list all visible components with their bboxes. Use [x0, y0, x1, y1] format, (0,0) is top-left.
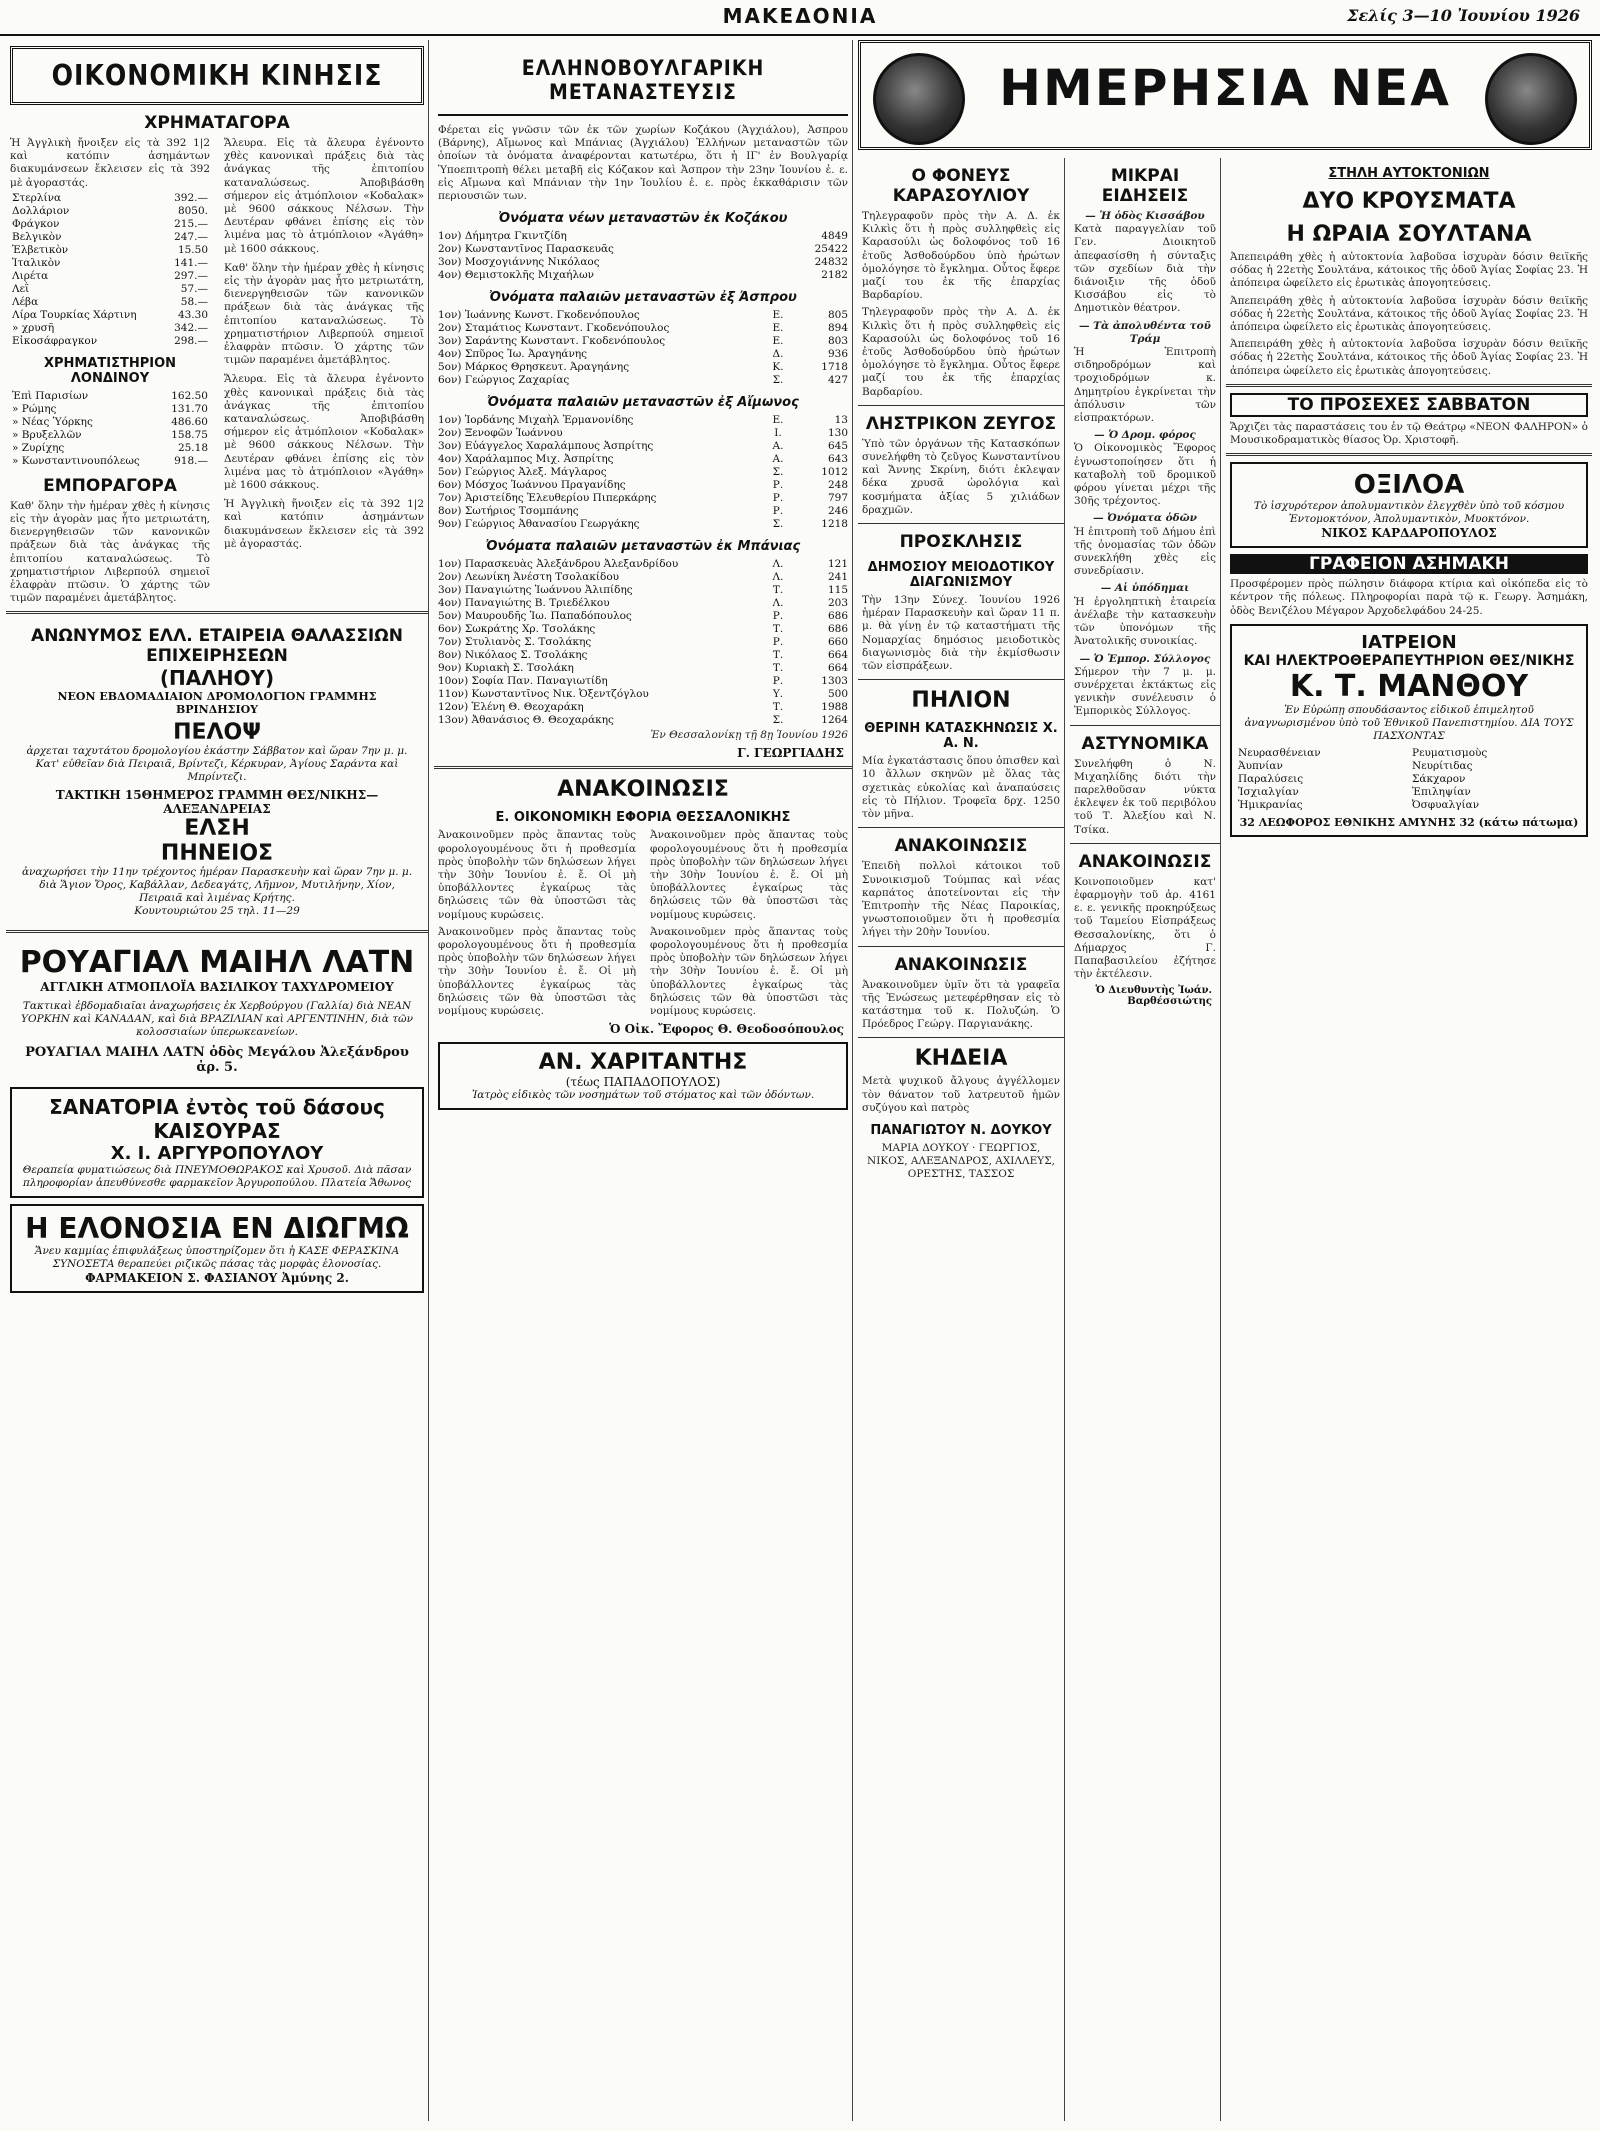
clinic-list-item: Νευρίτιδας: [1412, 759, 1473, 772]
rate-row: Λίρα Τουρκίας Χάρτινη 43.30: [12, 308, 208, 321]
migrant-row: 5ον) Μαυρουδῆς Ἰω. Παπαδόπουλος Ρ. 686: [438, 610, 848, 623]
migrant-row: 6ον) Σωκράτης Χρ. Τσολάκης Τ. 686: [438, 623, 848, 636]
column-daily-news: [858, 158, 1065, 2121]
sanatorium-title: ΣΑΝΑΤΟΡΙΑ ἐντὸς τοῦ δάσους ΚΑΙΣΟΥΡΑΣ: [49, 1095, 385, 1144]
emporagora-text-2: Καθ' ὅλην τὴν ἡμέραν χθὲς ἡ κίνησις εἰς τὴν ἀγορὰν μας ἦτο μετριωτάτη, διενεργηθεισῶν τῶν κανονικῶν πράξεων διὰ τὰς ἀνάγκας τῆς ἐπιτοπίου καταναλώσεως. Τὸ χρηματιστήριον Λιβερπούλ σημειοῖ ἐλαφρὰν πτῶσιν. Ὁ χάρτης τῶν τιμῶν παραμένει ἀμετάβλητος.: [224, 261, 424, 367]
ad-text: Ἰατρὸς εἰδικὸς τῶν νοσημάτων τοῦ στόματος καὶ τῶν ὀδόντων.: [471, 1089, 815, 1102]
clinic-ad: [1230, 624, 1588, 837]
migrant-row: 7ον) Ἀριστείδης Ἐλευθερίου Πιπερκάρης Ρ. 797: [438, 492, 848, 505]
oxiloa-title: ΟΞΙΛΟΑ: [1353, 470, 1465, 501]
migration-header: ΕΛΛΗΝΟΒΟΥΛΓΑΡΙΚΗ ΜΕΤΑΝΑΣΤΕΥΣΙΣ: [438, 46, 848, 116]
migrant-row: 3ον) Παναγιώτης Ἰωάννου Ἀλιπίδης Τ. 115: [438, 584, 848, 597]
migrant-row: 4ον) Σπῦρος Ἰω. Ἀραγηάνης Δ. 936: [438, 348, 848, 361]
short-news-list: [1070, 210, 1220, 719]
london-heading: ΧΡΗΜΑΤΙΣΤΗΡΙΟΝ ΛΟΝΔΙΝΟΥ: [43, 355, 177, 386]
signature-place: Ἐν Θεσσαλονίκῃ τῇ 8ῃ Ἰουνίου 1926: [650, 729, 848, 742]
table4: [438, 558, 848, 727]
news-heading-7: ΚΗΔΕΙΑ: [914, 1046, 1008, 1072]
clinic-title: ΙΑΤΡΕΙΟΝ: [1361, 631, 1457, 653]
office-text: Προσφέρομεν πρὸς πώλησιν διάφορα κτίρια καὶ οἰκόπεδα εἰς τὸ κέντρον τῆς πόλεως. Πληροφορίαι παρὰ τῷ κ. Γεωργ. Ἀσημάκη, ὁδὸς Βενιζέλου Μέγαρον Ἀρχοδελφάδου 24-25.: [1230, 578, 1588, 617]
migrant-row: 5ον) Μάρκος Θρησκευτ. Ἀραγηάνης Κ. 1718: [438, 361, 848, 374]
column-short-news: [1070, 158, 1221, 2121]
news-text-1: Τηλεγραφοῦν πρὸς τὴν Α. Δ. ἐκ Κιλκὶς ὅτι ἡ πρὸς συλληφθεὶς εἰς Καρασούλι ὡς δολοφόνος τοῦ 16 ἐτοῦς Ἀσθοδούρδου ὑπὸ ἠρώτων ὁμολόγησε τὸ ἔγκλημα. Οὗτος ἔφερε μαζί του ἐκ τῆς ἐπαρχίας Βαρδαρίου.: [862, 210, 1060, 302]
oxiloa-text: Τὸ ἰσχυρότερον ἀπολυμαντικὸν ἐλεγχθὲν ὑπὸ τοῦ κόσμου Ἐντομοκτόνον, Ἀπολυμαντικὸν, Μυοκτόνον.: [1253, 500, 1565, 526]
london-rate-row: Ἐπὶ Παρισίων 162.50: [12, 389, 208, 402]
police-text: Συνελήφθη ὁ Ν. Μιχαηλίδης διότι τὴν παρελθοῦσαν νύκτα ἐκλεψεν ἐκ τοῦ περιβόλου τοῦ Τ. Ἀλεξίου καὶ Ν. Τσίκα.: [1074, 757, 1216, 836]
migrant-row: 4ον) Χαράλαμπος Μιχ. Ἀσπρίτης Α. 643: [438, 453, 848, 466]
police-heading: ΑΣΤΥΝΟΜΙΚΑ: [1081, 733, 1209, 754]
rates-list: [12, 192, 208, 348]
emporagora-text: Καθ' ὅλην τὴν ἡμέραν χθὲς ἡ κίνησις εἰς τὴν ἀγορὰν μας ἦτο μετριωτάτη, διενεργηθεισῶν τῶν κανονικῶν πράξεων διὰ τὰς ἀνάγκας τῆς ἐπιτοπίου καταναλώσεως. Τὸ χρηματιστήριον Λιβερπούλ σημειοῖ ἐλαφρὰν πτῶσιν. Ὁ χάρτης τῶν τιμῶν παραμένει ἀμετάβλητος.: [10, 499, 210, 605]
table2: [438, 309, 848, 387]
clinic-subtitle: ΚΑΙ ΗΛΕΚΤΡΟΘΕΡΑΠΕΥΤΗΡΙΟΝ ΘΕΣ/ΝΙΚΗΣ: [1243, 652, 1575, 669]
economic-header: ΟΙΚΟΝΟΜΙΚΗ ΚΙΝΗΣΙΣ: [10, 46, 424, 105]
migrant-row: 11ον) Κωνσταντῖνος Νικ. Ὀξεντζόγλου Υ. 500: [438, 688, 848, 701]
short-news-text: Σήμερον τὴν 7 μ. μ. συνέρχεται ἐκτάκτως εἰς γενικὴν συνέλευσιν ὁ Ἐμπορικὸς Σύλλογος.: [1074, 665, 1216, 718]
clinic-doctor: Κ. Τ. ΜΑΝΘΟΥ: [1289, 668, 1529, 704]
migrant-row: 8ον) Νικόλαος Σ. Τσολάκης Τ. 664: [438, 649, 848, 662]
elonosia-ad: [10, 1204, 424, 1293]
news-heading-2: ΛΗΣΤΡΙΚΟΝ ΖΕΥΓΟΣ: [865, 413, 1057, 434]
clinic-list-item: Ἡμικρανίας: [1238, 798, 1303, 811]
clinic-list-item: Ἰσχιαλγίαν: [1238, 785, 1299, 798]
clinic-text: Ἐν Εὐρώπῃ σπουδάσαντος εἰδικοῦ ἐπιμελητοῦ ἀναγνωρισμένου ὑπὸ τοῦ Ἐθνικοῦ Πανεπιστημίου. ΔΙΑ ΤΟΥΣ ΠΑΣΧΟΝΤΑΣ: [1244, 703, 1574, 742]
oxiloa-ad: [1230, 462, 1588, 548]
migrant-row: 13ον) Ἀθανάσιος Θ. Θεοχαράκης Σ. 1264: [438, 714, 848, 727]
ship-3: ΠΗΝΕΙΟΣ: [160, 841, 274, 867]
royal-title: ΡΟΥΑΓΙΑΛ ΜΑΙΗΛ ΛΑΤΝ: [19, 945, 415, 981]
company-sub: (ΠΑΛΗΟΥ): [159, 666, 275, 691]
ship-1: ΠΕΛΟΨ: [173, 720, 261, 746]
clinic-list-item: Παραλύσεις: [1238, 772, 1304, 785]
agent-address: Κουντουριώτου 25 τηλ. 11—29: [134, 905, 300, 918]
news-text-5: Ἐπειδὴ πολλοὶ κάτοικοι τοῦ Συνοικισμοῦ Τούμπας καὶ νέας καρπάτος ἀποτείνονται εἰς τὴν Ἐπιτροπὴν τῆς Νέας Παροικίας, γνωστοποιοῦμεν ὅτι ἡ προθεσμία λήγει τὴν 20ὴν Ἰουνίου.: [862, 860, 1060, 939]
news-text-1b: Τηλεγραφοῦν πρὸς τὴν Α. Δ. ἐκ Κιλκὶς ὅτι ἡ πρὸς συλληφθεὶς εἰς Καρασούλι ὡς δολοφόνος τοῦ 16 ἐτοῦς Ἀσθοδούρδου ὑπὸ ἠρώτων ὁμολόγησε τὸ ἔγκλημα. Οὗτος ἔφερε μαζί του ἐκ τῆς ἐπαρχίας Βαρδαρίου.: [862, 306, 1060, 398]
saturday-heading: ΤΟ ΠΡΟΣΕΧΕΣ ΣΑΒΒΑΤΟΝ: [1230, 393, 1588, 417]
aleura-text-2: Ἄλευρα. Εἰς τὰ ἄλευρα ἐγένοντο χθὲς κανονικαὶ πράξεις διὰ τὰς ἀνάγκας τῆς ἐπιτοπίου καταναλώσεως. Ἀποβιβάσθη σήμερον εἰς ἀτμόπλοιον «Κοδαλακ» μὲ 9600 σάκκους Νέλσων. Τὴν Δευτέραν φθάνει ἐπίσης εἰς τὸν λιμένα μας τὸ ἀτμόπλοιον «Ἀγάθη» μὲ 1600 σάκκους.: [224, 373, 424, 492]
table3-title: Ὀνόματα παλαιῶν μεταναστῶν ἐξ Αἴμωνος: [487, 395, 799, 411]
short-news-title: — Τὰ ἀπολυθέντα τοῦ Τράμ: [1079, 319, 1211, 345]
suicide-column-label: ΣΤΗΛΗ ΑΥΤΟΚΤΟΝΙΩΝ: [1328, 166, 1490, 181]
short-news-text: Ἡ ἐπιτροπὴ τοῦ Δήμου ἐπὶ τῆς ὀνομασίας τῶν ὁδῶν συνεκλήθη χθὲς εἰς συνεδρίασιν.: [1074, 525, 1216, 578]
london-rate-row: » Βρυξελλῶν 158.75: [12, 428, 208, 441]
announcement-text: Κοινοποιοῦμεν κατ' ἐφαρμογὴν τοῦ ἀρ. 4161 ε. ε. γενικῆς προκηρύξεως τοῦ Ταμείου Εἰσπράξεως Θεσσαλονίκης, ὅτι ὁ Δήμαρχος Γ. Παπαβασιλείου ἐζήτησε τὴν ἐκτέλεσιν.: [1074, 875, 1216, 981]
news-text-2: Ὑπὸ τῶν ὀργάνων τῆς Κατασκόπων συνελήφθη τὸ ζεῦγος Κωνσταντίνου καὶ Ἄννης Σκρίνη, διότι ἐκλεψαν δέκα χρυσᾶ ὡρολόγια καὶ κοσμήματα ἀξίας 5 χιλιάδων δραχμῶν.: [862, 437, 1060, 516]
daily-news-title: ΗΜΕΡΗΣΙΑ ΝΕΑ: [999, 59, 1451, 117]
london-rate-row: » Κωνσταντινουπόλεως 918.—: [12, 454, 208, 467]
news-heading-4-sub: ΘΕΡΙΝΗ ΚΑΤΑΣΚΗΝΩΣΙΣ Χ. Α. Ν.: [864, 721, 1058, 752]
aleura-text: Ἄλευρα. Εἰς τὰ ἄλευρα ἐγένοντο χθὲς κανονικαὶ πράξεις διὰ τὰς ἀνάγκας τῆς ἐπιτοπίου καταναλώσεως. Ἀποβιβάσθη σήμερον εἰς ἀτμόπλοιον «Κοδαλακ» μὲ 9600 σάκκους Νέλσων. Τὴν Δευτέραν φθάνει ἐπίσης εἰς τὸν λιμένα μας τὸ ἀτμόπλοιον «Ἀγάθη» μὲ 1600 σάκκους.: [224, 137, 424, 255]
rate-row: Ἰταλικὸν 141.—: [12, 256, 208, 269]
family-names: ΜΑΡΙΑ ΔΟΥΚΟΥ · ΓΕΩΡΓΙΟΣ, ΝΙΚΟΣ, ΑΛΕΞΑΝΔΡΟΣ, ΑΧΙΛΛΕΥΣ, ΟΡΕΣΤΗΣ, ΤΑΣΣΟΣ: [867, 1141, 1055, 1181]
sanatorium-ad: [10, 1087, 424, 1198]
elonosia-text: Ἄνευ καμμίας ἐπιφυλάξεως ὑποστηρίζομεν ὅτι ἡ ΚΑΣΕ ΦΕΡΑΣΚΙΝΑ ΣΥΝΟΣΕΤΑ θεραπεύει ριζικῶς πάσας τὰς μορφὰς ἐλονοσίας.: [34, 1245, 400, 1271]
migrant-row: 3ον) Εὐάγγελος Χαραλάμπους Ἀσπρίτης Α. 645: [438, 440, 848, 453]
elonosia-title: Η ΕΛΟΝΟΣΙΑ ΕΝ ΔΙΩΓΜΩ: [25, 1212, 409, 1246]
company-title: ΑΝΩΝΥΜΟΣ ΕΛΛ. ΕΤΑΙΡΕΙΑ ΘΑΛΑΣΣΙΩΝ ΕΠΙΧΕΙΡΗΣΕΩΝ: [31, 626, 403, 667]
royal-text: Τακτικαὶ ἑβδομαδιαῖαι ἀναχωρήσεις ἐκ Χερβούργου (Γαλλία) διὰ ΝΕΑΝ ΥΟΡΚΗΝ καὶ ΚΑΝΑΔΑΝ, καὶ διὰ ΒΡΑΖΙΛΙΑΝ καὶ ΑΡΓΕΝΤΙΝΗΝ, διὰ τῶν κολοσσιαίων ὑπερωκεανείων.: [21, 1000, 413, 1039]
announce-text-2: Ἀνακοινοῦμεν πρὸς ἅπαντας τοὺς φορολογουμένους ὅτι ἡ προθεσμία πρὸς ὑποβολὴν τῶν δηλώσεων λήγει τὴν 30ὴν Ἰουνίου ἐ. ἔ. Οἱ μὴ ὑποβάλλοντες ἐγκαίρως τὰς δηλώσεις τῶν θὰ ὑποστῶσι τὰς νομίμους κυρώσεις.: [650, 829, 848, 921]
shipping-ad: [10, 620, 424, 924]
short-news-title: — Ἡ ὁδὸς Κισσάβου: [1085, 210, 1205, 222]
announcement-signature: Ὁ Διευθυντὴς Ἰωάν. Βαρθέσσιώτης: [1095, 985, 1212, 1008]
saturday-text: Ἄρχιζει τὰς παραστάσεις του ἐν τῷ Θεάτρῳ «ΝΕΟΝ ΦΑΛΗΡΟΝ» ὁ Μουσικοδραματικὸς θίασος Ὀρ. Χριστοφῆ.: [1230, 420, 1588, 447]
news-heading-1: Ο ΦΟΝΕΥΣ ΚΑΡΑΣΟΥΛΙΟΥ: [892, 166, 1030, 206]
rate-row: Φράγκον 215.—: [12, 217, 208, 230]
migrant-row: 12ον) Ἑλένη Θ. Θεοχαράκη Τ. 1988: [438, 701, 848, 714]
london-rate-row: » Ζυρίχης 25.18: [12, 441, 208, 454]
migrant-row: 1ον) Δήμητρα Γκιντζίδη 4849: [438, 230, 848, 243]
announce-text-3: Ἀνακοινοῦμεν πρὸς ἅπαντας τοὺς φορολογουμένους ὅτι ἡ προθεσμία πρὸς ὑποβολὴν τῶν δηλώσεων λήγει τὴν 30ὴν Ἰουνίου ἐ. ἔ. Οἱ μὴ ὑποβάλλοντες ἐγκαίρως τὰς δηλώσεις τῶν θὰ ὑποστῶσι τὰς νομίμους κυρώσεις.: [438, 925, 636, 1018]
announce-sub: Ε. ΟΙΚΟΝΟΜΙΚΗ ΕΦΟΡΙΑ ΘΕΣΣΑΛΟΝΙΚΗΣ: [495, 810, 791, 826]
newspaper-title: ΜΑΚΕΔΟΝΙΑ: [722, 4, 878, 28]
announce-title: ΑΝΑΚΟΙΝΩΣΙΣ: [557, 777, 729, 803]
migrant-row: 2ον) Κωνσταντῖνος Παρασκευᾶς 25422: [438, 243, 848, 256]
short-news-heading: ΜΙΚΡΑΙ ΕΙΔΗΣΕΙΣ: [1101, 166, 1189, 206]
migrant-row: 1ον) Παρασκευὰς Ἀλεξάνδρου Ἀλεξανδρίδου Λ. 121: [438, 558, 848, 571]
migrant-row: 9ον) Κυριακὴ Σ. Τσολάκη Τ. 664: [438, 662, 848, 675]
issue-date: Σελίς 3—10 Ἰουνίου 1926: [1347, 6, 1580, 25]
column-economic: [6, 40, 429, 2121]
announcement-heading: ΑΝΑΚΟΙΝΩΣΙΣ: [1078, 851, 1212, 872]
column-migration: [434, 40, 853, 2121]
rate-row: Δολλάριον 8050.: [12, 204, 208, 217]
chrimatagora-intro-2: Ἡ Ἀγγλικὴ ἤνοιξεν εἰς τὰ 392 1|2 καὶ κατόπιν ἀσημάντων διακυμάνσεων ἔκλεισεν εἰς τὰ 392 μὲ ἀγοραστάς.: [224, 498, 424, 550]
rate-row: » χρυσῆ 342.—: [12, 321, 208, 334]
column-right: [1226, 158, 1592, 2121]
elonosia-footer: ΦΑΡΜΑΚΕΙΟΝ Σ. ΦΑΣΙΑΝΟΥ Ἀμύνης 2.: [85, 1271, 349, 1286]
clinic-address: 32 ΛΕΩΦΟΡΟΣ ΕΘΝΙΚΗΣ ΑΜΥΝΗΣ 32 (κάτω πάτωμα): [1239, 815, 1579, 829]
masthead: [0, 0, 1600, 36]
migrant-row: 2ον) Ξενοφῶν Ἰωάννου Ι. 130: [438, 427, 848, 440]
coin-portrait-right-icon: [1485, 53, 1577, 145]
sanatorium-doctor: Χ. Ι. ΑΡΓΥΡΟΠΟΥΛΟΥ: [110, 1143, 324, 1165]
news-text-4: Μία ἐγκατάστασις ὅπου ὀπισθεν καὶ 10 ἄλλων σκηνῶν μὲ ὅλας τὰς σχετικὰς εὐκολίας καὶ ἀναπαύσεις εἰς τὸ Πήλιον. Τροφεῖα δρχ. 1250 τὸν μῆνα.: [862, 755, 1060, 821]
daily-news-header: [858, 40, 1592, 150]
clinic-list-item: Ὀσφυαλγίαν: [1412, 798, 1480, 811]
news-heading-5: ΑΝΑΚΟΙΝΩΣΙΣ: [894, 836, 1028, 857]
rate-row: Λιρέτα 297.—: [12, 269, 208, 282]
news-heading-6: ΑΝΑΚΟΙΝΩΣΙΣ: [894, 954, 1028, 975]
announce-footer: Ὁ Οἰκ. Ἔφορος Θ. Θεοδοσόπουλος: [609, 1022, 844, 1037]
rate-row: Λέβα 58.—: [12, 295, 208, 308]
clinic-list-left: [1238, 747, 1406, 812]
suicide-text: Ἀπεπειράθη χθὲς ἡ αὐτοκτονία λαβοῦσα ἰσχυρὰν δόσιν θειϊκῆς σόδας ἡ 22ετὴς Σουλτάνα, κάτοικος τῆς ὁδοῦ Ἁγίας Σοφίας 23. Ἡ ἀπόπειρα ὠφείλετο εἰς ἐρωτικὰς ἀπογοητεύσεις.: [1230, 251, 1588, 290]
announce-text-4: Ἀνακοινοῦμεν πρὸς ἅπαντας τοὺς φορολογουμένους ὅτι ἡ προθεσμία πρὸς ὑποβολὴν τῶν δηλώσεων λήγει τὴν 30ὴν Ἰουνίου ἐ. ἔ. Οἱ μὴ ὑποβάλλοντες ἐγκαίρως τὰς δηλώσεις τῶν θὰ ὑποστῶσι τὰς νομίμους κυρώσεις.: [650, 925, 848, 1018]
table4-title: Ὀνόματα παλαιῶν μεταναστῶν ἐκ Μπάνιας: [485, 539, 801, 555]
london-list: [12, 390, 208, 468]
short-news-text: Ἡ ἐργοληπτικὴ ἑταιρεία ἀνέλαβε τὴν κατασκευὴν τῶν ὑπονόμων τῆς Ἀνατολικῆς συνοικίας.: [1074, 595, 1216, 648]
migrant-row: 6ον) Μόσχος Ἰωάννου Πραγανίδης Ρ. 248: [438, 479, 848, 492]
ship-1-text: ἀρχεται ταχυτάτου δρομολογίου ἑκάστην Σάββατον καὶ ὥραν 7ην μ. μ. Κατ' εὐθεῖαν διὰ Πειραιᾶ, Βρίντεζι, Κέρκυραν, Ἀγίους Σαράντα καὶ Μπρίντεζι.: [26, 745, 408, 784]
announce-text: Ἀνακοινοῦμεν πρὸς ἅπαντας τοὺς φορολογουμένους ὅτι ἡ προθεσμία πρὸς ὑποβολὴν τῶν δηλώσεων λήγει τὴν 30ὴν Ἰουνίου ἐ. ἔ. Οἱ μὴ ὑποβάλλοντες ἐγκαίρως τὰς δηλώσεις τῶν θὰ ὑποστῶσι τὰς νομίμους κυρώσεις.: [438, 829, 636, 921]
news-heading-3: ΠΡΟΣΚΛΗΣΙΣ: [899, 532, 1023, 553]
royal-mail-ad: [10, 939, 424, 1081]
suicide-text-3: Ἀπεπειράθη χθὲς ἡ αὐτοκτονία λαβοῦσα ἰσχυρὰν δόσιν θειϊκῆς σόδας ἡ 22ετὴς Σουλτάνα, κάτοικος τῆς ὁδοῦ Ἁγίας Σοφίας 23. Ἡ ἀπόπειρα ὠφείλετο εἰς ἐρωτικὰς ἀπογοητεύσεις.: [1230, 338, 1588, 377]
chrimatagora-intro: Ἡ Ἀγγλικὴ ἤνοιξεν εἰς τὰ 392 1|2 καὶ κατόπιν ἀσημάντων διακυμάνσεων ἔκλεισεν εἰς τὰ 392 μὲ ἀγοραστάς.: [10, 137, 210, 189]
rate-row: Στερλίνα 392.—: [12, 191, 208, 204]
migration-intro: Φέρεται εἰς γνῶσιν τῶν ἐκ τῶν χωρίων Κοζάκου (Ἀγχιάλου), Ἀσπρου (Βάρνης), Αἴμωνος καὶ Μπάνιας (Ἀγχιάλου) Ἑλλήνων μεταναστῶν τῶν ὁποίων τὰ ὀνόματα ἀναφέρονται κατωτέρω, ὅτι ἡ ΙΓ' ἐν Βουλγαρίᾳ Ὑποεπιτροπὴ θέλει μεταβῆ εἰς Κόζακον καὶ Ἀσπρον τὴν 23ην Ἰουνίου ἐ. ε. εἰς Αἴμωνα καὶ Μπάνιαν τὴν 1ην Ἰουλίου ἐ. ε. πρὸς ἐκκαθάρισιν τῶν περιουσιῶν των.: [438, 124, 848, 203]
coin-portrait-left-icon: [873, 53, 965, 145]
rate-row: Ἑλβετικὸν 15.50: [12, 243, 208, 256]
migrant-row: 4ον) Παναγιώτης Β. Τριεδέλκου Λ. 203: [438, 597, 848, 610]
migrant-row: 1ον) Ἰορδάνης Μιχαὴλ Ἐρμανονίδης Ε. 13: [438, 414, 848, 427]
ad-sub: (τέως ΠΑΠΑΔΟΠΟΥΛΟΣ): [565, 1075, 721, 1090]
company-line: ΝΕΟΝ ΕΒΔΟΜΑΔΙΑΙΟΝ ΔΡΟΜΟΛΟΓΙΟΝ ΓΡΑΜΜΗΣ ΒΡΙΝΔΗΣΙΟΥ: [57, 690, 377, 717]
oxiloa-signature: ΝΙΚΟΣ ΚΑΡΔΑΡΟΠΟΥΛΟΣ: [1321, 526, 1497, 541]
table3: [438, 414, 848, 531]
clinic-list-item: Ρευματισμοὺς: [1412, 746, 1488, 759]
suicide-heading: ΔΥΟ ΚΡΟΥΣΜΑΤΑ: [1302, 189, 1516, 214]
royal-contact: ΡΟΥΑΓΙΑΛ ΜΑΙΗΛ ΛΑΤΝ ὁδὸς Μεγάλου Ἀλεξάνδρου ἀρ. 5.: [25, 1045, 409, 1076]
news-heading-3-sub: ΔΗΜΟΣΙΟΥ ΜΕΙΟΔΟΤΙΚΟΥ ΔΙΑΓΩΝΙΣΜΟΥ: [867, 560, 1055, 591]
news-text-7: Μετὰ ψυχικοῦ ἄλγους ἀγγέλλομεν τὸν θάνατον τοῦ λατρευτοῦ ἡμῶν συζύγου καὶ πατρὸς: [862, 1075, 1060, 1114]
migrant-row: 5ον) Γεώργιος Ἀλεξ. Μάγλαρος Σ. 1012: [438, 466, 848, 479]
signature-name: Γ. ΓΕΩΡΓΙΑΔΗΣ: [737, 746, 844, 761]
clinic-list-right: [1412, 747, 1580, 812]
short-news-title: — Ὀνόματα ὁδῶν: [1093, 512, 1197, 525]
short-news-title: — Αἱ ὑπόδημαι: [1100, 582, 1190, 595]
migrant-row: 3ον) Μοσχογιάννης Νικόλαος 24832: [438, 256, 848, 269]
ad-name: ΑΝ. ΧΑΡΙΤΑΝΤΗΣ: [538, 1050, 748, 1076]
ship-3-text: ἀναχωρήσει τὴν 11ην τρέχοντος ἡμέραν Παρασκευὴν καὶ ὥραν 7ην μ. μ. διὰ Ἅγιον Ὄρος, Καβάλλαν, Δεδεαγάτς, Λῆμνον, Μυτιλήνην, Χίον, Πειραιᾶ καὶ λιμένας Κρήτης.: [21, 866, 413, 905]
rate-row: Λεῒ 57.—: [12, 282, 208, 295]
rate-row: Βελγικὸν 247.—: [12, 230, 208, 243]
migrant-row: 9ον) Γεώργιος Ἀθανασίου Γεωργάκης Σ. 1218: [438, 518, 848, 531]
suicide-subheading: Η ΩΡΑΙΑ ΣΟΥΛΤΑΝΑ: [1286, 222, 1532, 247]
emporagora-heading: ΕΜΠΟΡΑΓΟΡΑ: [43, 475, 177, 496]
clinic-list-item: Ἐπιληψίαν: [1412, 785, 1471, 798]
table2-title: Ὀνόματα παλαιῶν μεταναστῶν ἐξ Ἀσπρου: [489, 290, 797, 306]
london-rate-row: » Νέας Ὑόρκης 486.60: [12, 415, 208, 428]
short-news-title: — Ὁ Δρομ. φόρος: [1094, 429, 1196, 442]
sanatorium-text: Θεραπεία φυματιώσεως διὰ ΠΝΕΥΜΟΘΩΡΑΚΟΣ καὶ Χρυσοῦ. Διὰ πᾶσαν πληροφορίαν ἀπευθύνεσθε φαρμακεῖον Ἀργυροπούλου. Πλατεία Ἄθωνος: [22, 1164, 412, 1190]
rate-row: Εἰκοσάφραγκον 298.—: [12, 334, 208, 347]
migrant-row: 10ον) Σοφία Παν. Παναγιωτίδη Ρ. 1303: [438, 675, 848, 688]
news-text-3: Τὴν 13ην Σύνεχ. Ἰουνίου 1926 ἡμέραν Παρασκευὴν καὶ ὥραν 11 π. μ. θὰ γίνῃ ἐν τῷ καταστήματι τῆς Νομαρχίας δημόσιος μειοδοτικὸς διαγωνισμὸς διὰ τὴν ἐκμίσθωσιν τῶν εἰσπράξεων.: [862, 594, 1060, 673]
short-news-text: Κατὰ παραγγελίαν τοῦ Γεν. Διοικητοῦ ἀπεφασίσθη ἡ σύνταξις τῶν σχεδίων διὰ τὴν διάνοιξιν τῆς ὁδοῦ Κισσάβου εἰς τὸ Δημοτικὸν θέατρον.: [1074, 223, 1216, 315]
migrant-row: 6ον) Γεώργιος Ζαχαρίας Σ. 427: [438, 374, 848, 387]
short-news-text: Ἡ Ἐπιτροπὴ σιδηροδρόμων καὶ τροχιοδρόμων κ. Δημητρίου ἐγκρίνεται τὴν ἀπόλυσιν τῶν εἰσπρακτόρων.: [1074, 346, 1216, 425]
short-news-text: Ὁ Οἰκονομικὸς Ἔφορος ἐγνωστοποίησεν ὅτι ἡ καταβολὴ τοῦ δρομικοῦ φόρου γίνεται μέχρι τῆς 30ῆς τρέχοντος.: [1074, 442, 1216, 508]
clinic-list-item: Νευρασθένειαν: [1238, 746, 1321, 759]
ship-2: ΕΛΣΗ: [184, 816, 250, 842]
short-news-title: — Ὁ Ἐμπορ. Σύλλογος: [1079, 652, 1211, 665]
london-rate-row: » Ρώμης 131.70: [12, 402, 208, 415]
office-heading: ΓΡΑΦΕΙΟΝ ΑΣΗΜΑΚΗ: [1230, 554, 1588, 574]
news-text-6: Ἀνακοινοῦμεν ὑμῖν ὅτι τὰ γραφεῖα τῆς Ἐνώσεως μετεφέρθησαν εἰς τὸ κατάστημα τοῦ κ. Πολυζώη. Ὁ Πρόεδρος Γεώργ. Παργιανάκης.: [862, 978, 1060, 1031]
migrant-row: 8ον) Σωτήριος Τσομπάνης Ρ. 246: [438, 505, 848, 518]
clinic-list-item: Ἀυπνίαν: [1238, 759, 1283, 772]
deceased-name: ΠΑΝΑΓΙΩΤΟΥ Ν. ΔΟΥΚΟΥ: [870, 1122, 1052, 1138]
royal-sub: ΑΓΓΛΙΚΗ ΑΤΜΟΠΛΟΪΑ ΒΑΣΙΛΙΚΟΥ ΤΑΧΥΔΡΟΜΕΙΟΥ: [40, 980, 394, 995]
table1-title: Ὀνόματα νέων μεταναστῶν ἐκ Κοζάκου: [498, 211, 788, 227]
news-heading-4: ΠΗΛΙΟΝ: [911, 688, 1011, 714]
route-2: ΤΑΚΤΙΚΗ 15ΘΗΜΕΡΟΣ ΓΡΑΜΜΗ ΘΕΣ/ΝΙΚΗΣ—ΑΛΕΞΑΝΔΡΕΙΑΣ: [55, 788, 379, 817]
clinic-list-item: Σάκχαρον: [1412, 772, 1466, 785]
migrant-row: 4ον) Θεμιστοκλῆς Μιχαήλων 2182: [438, 269, 848, 282]
migrant-row: 7ον) Στυλιανὸς Σ. Τσολάκης Ρ. 660: [438, 636, 848, 649]
suicide-text-2: Ἀπεπειράθη χθὲς ἡ αὐτοκτονία λαβοῦσα ἰσχυρὰν δόσιν θειϊκῆς σόδας ἡ 22ετὴς Σουλτάνα, κάτοικος τῆς ὁδοῦ Ἁγίας Σοφίας 23. Ἡ ἀπόπειρα ὠφείλετο εἰς ἐρωτικὰς ἀπογοητεύσεις.: [1230, 294, 1588, 334]
migrant-row: 3ον) Σαράντης Κωνσταντ. Γκοδενόπουλος Ε. 803: [438, 335, 848, 348]
charitantis-ad: [438, 1042, 848, 1110]
migrant-row: 2ον) Σταμάτιος Κωνσταντ. Γκοδενόπουλος Ε. 894: [438, 322, 848, 335]
chrimatagora-heading: ΧΡΗΜΑΤΑΓΟΡΑ: [144, 113, 290, 133]
migrant-row: 2ον) Λεωνίκη Ἀνέστη Τσολακίδου Λ. 241: [438, 571, 848, 584]
table1: [438, 230, 848, 282]
migrant-row: 1ον) Ἰωάννης Κωνστ. Γκοδενόπουλος Ε. 805: [438, 309, 848, 322]
